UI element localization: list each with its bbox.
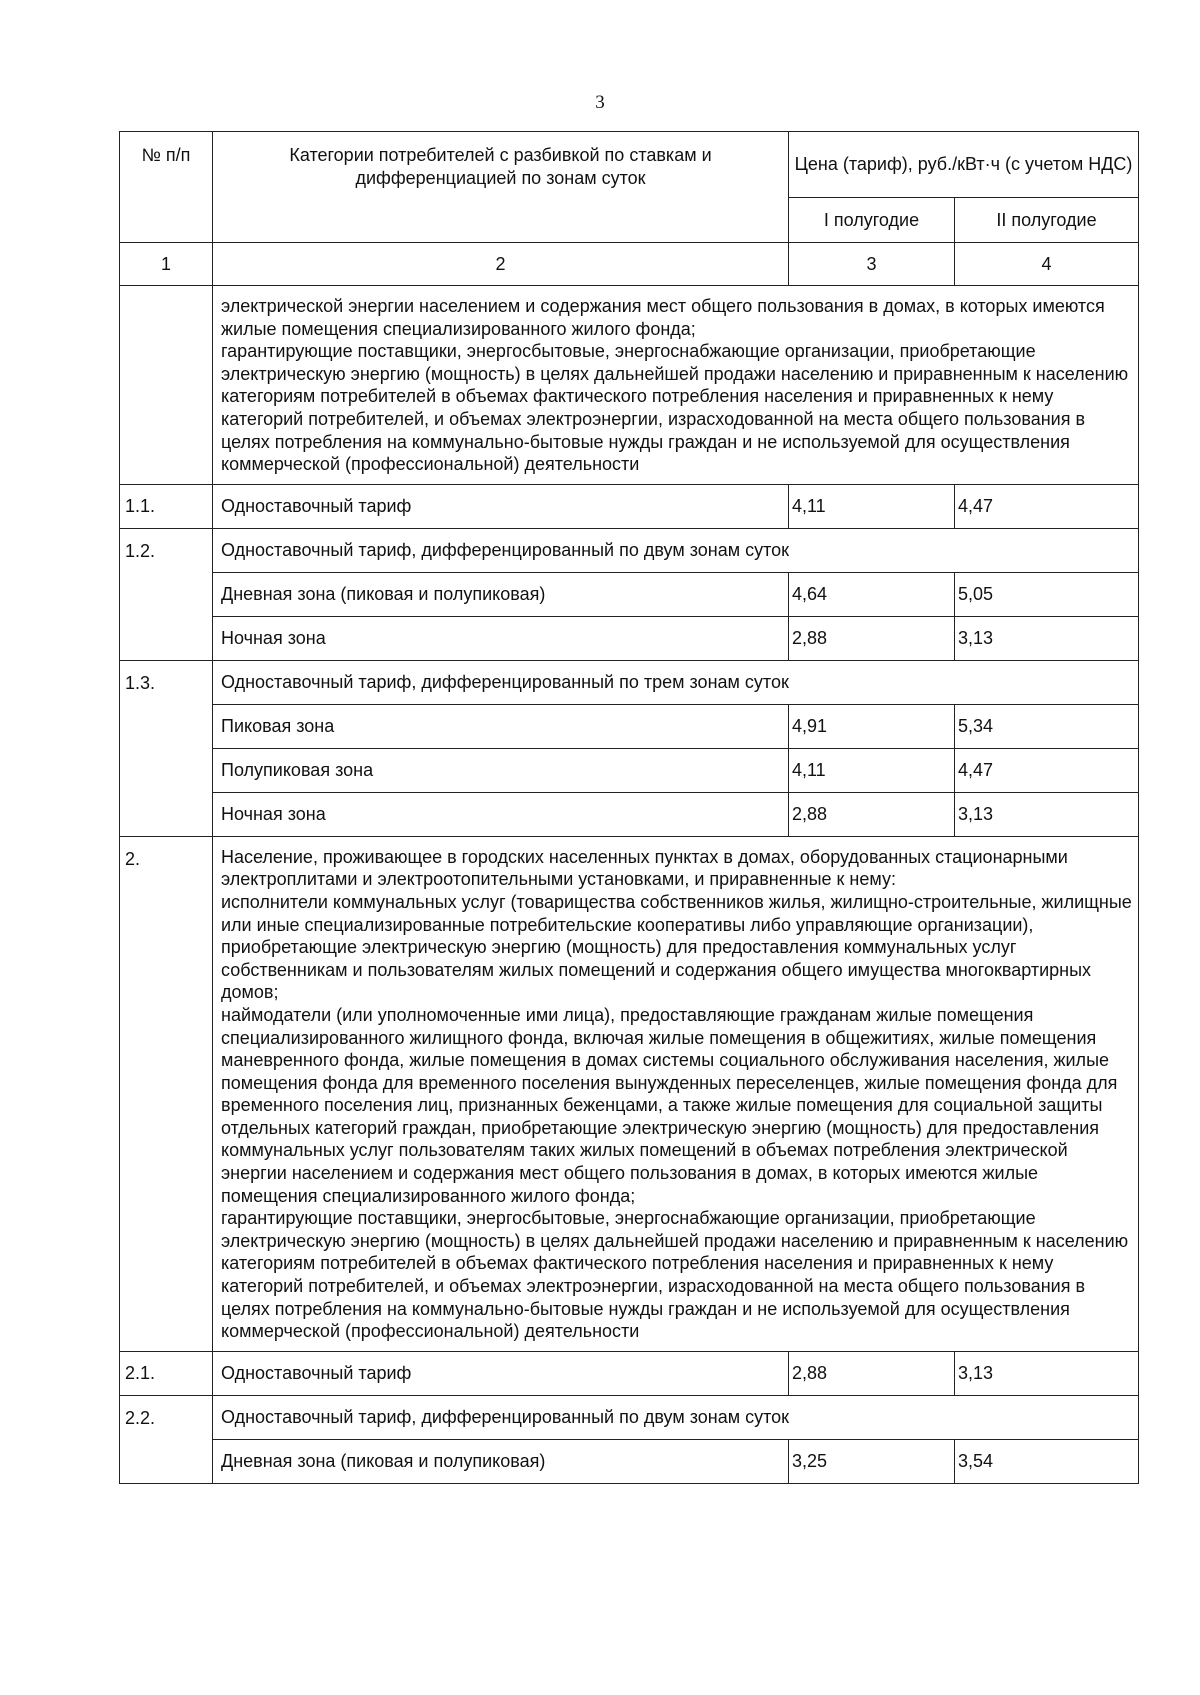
price-half-2: 3,13 bbox=[955, 792, 1139, 836]
table-row bbox=[120, 660, 1139, 704]
price-half-2: 3,13 bbox=[955, 616, 1139, 660]
price-half-1: 4,11 bbox=[789, 748, 955, 792]
price-half-1: 2,88 bbox=[789, 1351, 955, 1395]
continuation-text bbox=[213, 286, 1139, 485]
price-half-2: 3,54 bbox=[955, 1439, 1139, 1483]
row-label: Пиковая зона bbox=[213, 704, 789, 748]
empty-num-cell bbox=[120, 286, 213, 485]
table-row bbox=[120, 704, 1139, 748]
section-text bbox=[213, 836, 1139, 1351]
price-half-1: 2,88 bbox=[789, 616, 955, 660]
row-label: Дневная зона (пиковая и полупиковая) bbox=[213, 1439, 789, 1483]
table-row bbox=[120, 572, 1139, 616]
table-row bbox=[120, 792, 1139, 836]
paragraph: наймодатели (или уполномоченные ими лица), предоставляющие гражданам жилые помещения специализированного жилищного фонда, включая жилые помещения в общежитиях, жилые помещения маневренного фонда, жилые помещения в домах системы социального обслуживания населения, жилые помещения фонда для временного поселения вынужденных переселенцев, жилые помещения фонда для временного поселения лиц, признанных беженцами, а также жилые помещения для социальной защиты отдельных категорий граждан, приобретающие электрическую энергию (мощность) для предоставления коммунальных услуг пользователям таких жилых помещений в объемах потребления электрической энергии населением и содержания мест общего пользования в домах, в которых имеются жилые помещения специализированного жилого фонда; bbox=[221, 1004, 1118, 1206]
index-row bbox=[120, 243, 1139, 286]
row-label: Ночная зона bbox=[213, 616, 789, 660]
row-number: 1.3. bbox=[120, 660, 213, 836]
price-half-2: 4,47 bbox=[955, 484, 1139, 528]
price-half-2: 5,05 bbox=[955, 572, 1139, 616]
index-cell: 4 bbox=[955, 243, 1139, 286]
row-label: Одноставочный тариф, дифференцированный по трем зонам суток bbox=[213, 660, 1139, 704]
index-cell: 2 bbox=[213, 243, 789, 286]
index-cell: 3 bbox=[789, 243, 955, 286]
table-row bbox=[120, 528, 1139, 572]
header-half-1: I полугодие bbox=[789, 198, 955, 243]
table-header-row bbox=[120, 132, 1139, 198]
tariff-table bbox=[119, 131, 1139, 1484]
row-label: Одноставочный тариф, дифференцированный по двум зонам суток bbox=[213, 1395, 1139, 1439]
header-half-2: II полугодие bbox=[955, 198, 1139, 243]
paragraph: Население, проживающее в городских населенных пунктах в домах, оборудованных стационарными электроплитами и электроотопительными установками, и приравненные к нему: bbox=[221, 846, 1068, 890]
row-number: 2.1. bbox=[120, 1351, 213, 1395]
price-half-2: 4,47 bbox=[955, 748, 1139, 792]
row-label: Одноставочный тариф bbox=[213, 484, 789, 528]
header-num: № п/п bbox=[120, 132, 213, 243]
header-category: Категории потребителей с разбивкой по ставкам и дифференциацией по зонам суток bbox=[213, 132, 789, 243]
row-number: 2.2. bbox=[120, 1395, 213, 1483]
paragraph: гарантирующие поставщики, энергосбытовые, энергоснабжающие организации, приобретающие электрическую энергию (мощность) в целях дальнейшей продажи населению и приравненным к населению категориям потребителей в объемах фактического потребления населения и приравненных к нему категорий потребителей, и объемах электроэнергии, израсходованной на места общего пользования в целях потребления на коммунально-бытовые нужды граждан и не используемой для осуществления коммерческой (профессиональной) деятельности bbox=[221, 1208, 1129, 1342]
row-label: Одноставочный тариф, дифференцированный по двум зонам суток bbox=[213, 528, 1139, 572]
row-label: Дневная зона (пиковая и полупиковая) bbox=[213, 572, 789, 616]
price-half-1: 3,25 bbox=[789, 1439, 955, 1483]
table-row bbox=[120, 484, 1139, 528]
index-cell: 1 bbox=[120, 243, 213, 286]
table-row bbox=[120, 1351, 1139, 1395]
section-row bbox=[120, 836, 1139, 1351]
table-row bbox=[120, 1439, 1139, 1483]
price-half-2: 5,34 bbox=[955, 704, 1139, 748]
row-label: Одноставочный тариф bbox=[213, 1351, 789, 1395]
row-label: Полупиковая зона bbox=[213, 748, 789, 792]
paragraph: гарантирующие поставщики, энергосбытовые, энергоснабжающие организации, приобретающие электрическую энергию (мощность) в целях дальнейшей продажи населению и приравненным к населению категориям потребителей в объемах фактического потребления населения и приравненных к нему категорий потребителей, и объемах электроэнергии, израсходованной на места общего пользования в целях потребления на коммунально-бытовые нужды граждан и не используемой для осуществления коммерческой (профессиональной) деятельности bbox=[221, 341, 1129, 475]
row-label: Ночная зона bbox=[213, 792, 789, 836]
row-number: 1.2. bbox=[120, 528, 213, 660]
price-half-1: 4,64 bbox=[789, 572, 955, 616]
row-number: 1.1. bbox=[120, 484, 213, 528]
price-half-1: 4,11 bbox=[789, 484, 955, 528]
price-half-2: 3,13 bbox=[955, 1351, 1139, 1395]
page-number: 3 bbox=[595, 92, 605, 113]
table-row bbox=[120, 616, 1139, 660]
continuation-row bbox=[120, 286, 1139, 485]
paragraph: электрической энергии населением и содержания мест общего пользования в домах, в которых имеются жилые помещения специализированного жилого фонда; bbox=[221, 296, 1105, 339]
table-row bbox=[120, 748, 1139, 792]
table-row bbox=[120, 1395, 1139, 1439]
row-number: 2. bbox=[120, 836, 213, 1351]
price-half-1: 2,88 bbox=[789, 792, 955, 836]
paragraph: исполнители коммунальных услуг (товарищества собственников жилья, жилищно-строительные, жилищные или иные специализированные потребительские кооперативы либо управляющие организации), приобретающие электрическую энергию (мощность) для предоставления коммунальных услуг собственникам и пользователям жилых помещений и содержания общего имущества многоквартирных домов; bbox=[221, 891, 1132, 1003]
price-half-1: 4,91 bbox=[789, 704, 955, 748]
header-price: Цена (тариф), руб./кВт·ч (с учетом НДС) bbox=[789, 132, 1139, 198]
